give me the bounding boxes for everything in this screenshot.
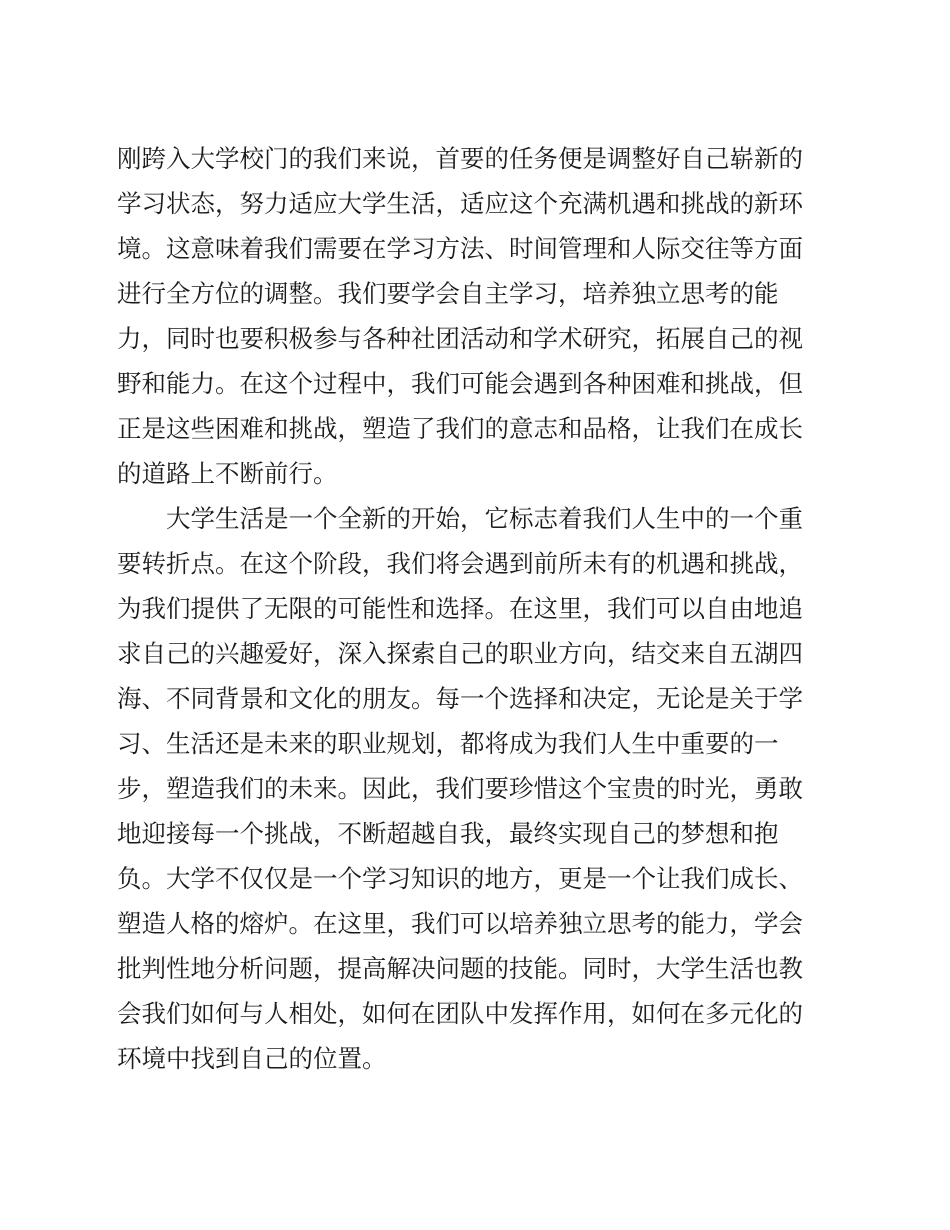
paragraph-line: 要转折点。在这个阶段，我们将会遇到前所未有的机遇和挑战，	[117, 549, 803, 578]
paragraph-line: 力，同时也要积极参与各种社团活动和学术研究，拓展自己的视	[117, 324, 803, 353]
paragraph-line: 正是这些困难和挑战，塑造了我们的意志和品格，让我们在成长	[117, 414, 803, 443]
paragraph-line: 海、不同背景和文化的朋友。每一个选择和决定，无论是关于学	[117, 684, 803, 713]
document-body	[117, 136, 817, 1081]
paragraph-line: 求自己的兴趣爱好，深入探索自己的职业方向，结交来自五湖四	[117, 639, 803, 668]
paragraph-line: 野和能力。在这个过程中，我们可能会遇到各种困难和挑战，但	[117, 369, 803, 398]
paragraph-line: 进行全方位的调整。我们要学会自主学习，培养独立思考的能	[117, 279, 779, 308]
paragraph-line: 刚跨入大学校门的我们来说，首要的任务便是调整好自己崭新的	[117, 144, 803, 173]
paragraph-line: 为我们提供了无限的可能性和选择。在这里，我们可以自由地追	[117, 594, 803, 623]
paragraph-2	[117, 496, 817, 1081]
paragraph-line: 负。大学不仅仅是一个学习知识的地方，更是一个让我们成长、	[117, 864, 803, 893]
paragraph-1	[117, 136, 817, 496]
paragraph-line: 地迎接每一个挑战，不断超越自我，最终实现自己的梦想和抱	[117, 819, 779, 848]
paragraph-line: 会我们如何与人相处，如何在团队中发挥作用，如何在多元化的	[117, 999, 803, 1028]
paragraph-line: 大学生活是一个全新的开始，它标志着我们人生中的一个重	[166, 504, 803, 533]
paragraph-line: 塑造人格的熔炉。在这里，我们可以培养独立思考的能力，学会	[117, 909, 803, 938]
paragraph-line: 步，塑造我们的未来。因此，我们要珍惜这个宝贵的时光，勇敢	[117, 774, 803, 803]
paragraph-line: 批判性地分析问题，提高解决问题的技能。同时，大学生活也教	[117, 954, 803, 983]
paragraph-line: 环境中找到自己的位置。	[117, 1044, 387, 1073]
paragraph-line: 习、生活还是未来的职业规划，都将成为我们人生中重要的一	[117, 729, 779, 758]
paragraph-line: 学习状态，努力适应大学生活，适应这个充满机遇和挑战的新环	[117, 189, 803, 218]
paragraph-line: 境。这意味着我们需要在学习方法、时间管理和人际交往等方面	[117, 234, 803, 263]
paragraph-line: 的道路上不断前行。	[117, 459, 338, 488]
